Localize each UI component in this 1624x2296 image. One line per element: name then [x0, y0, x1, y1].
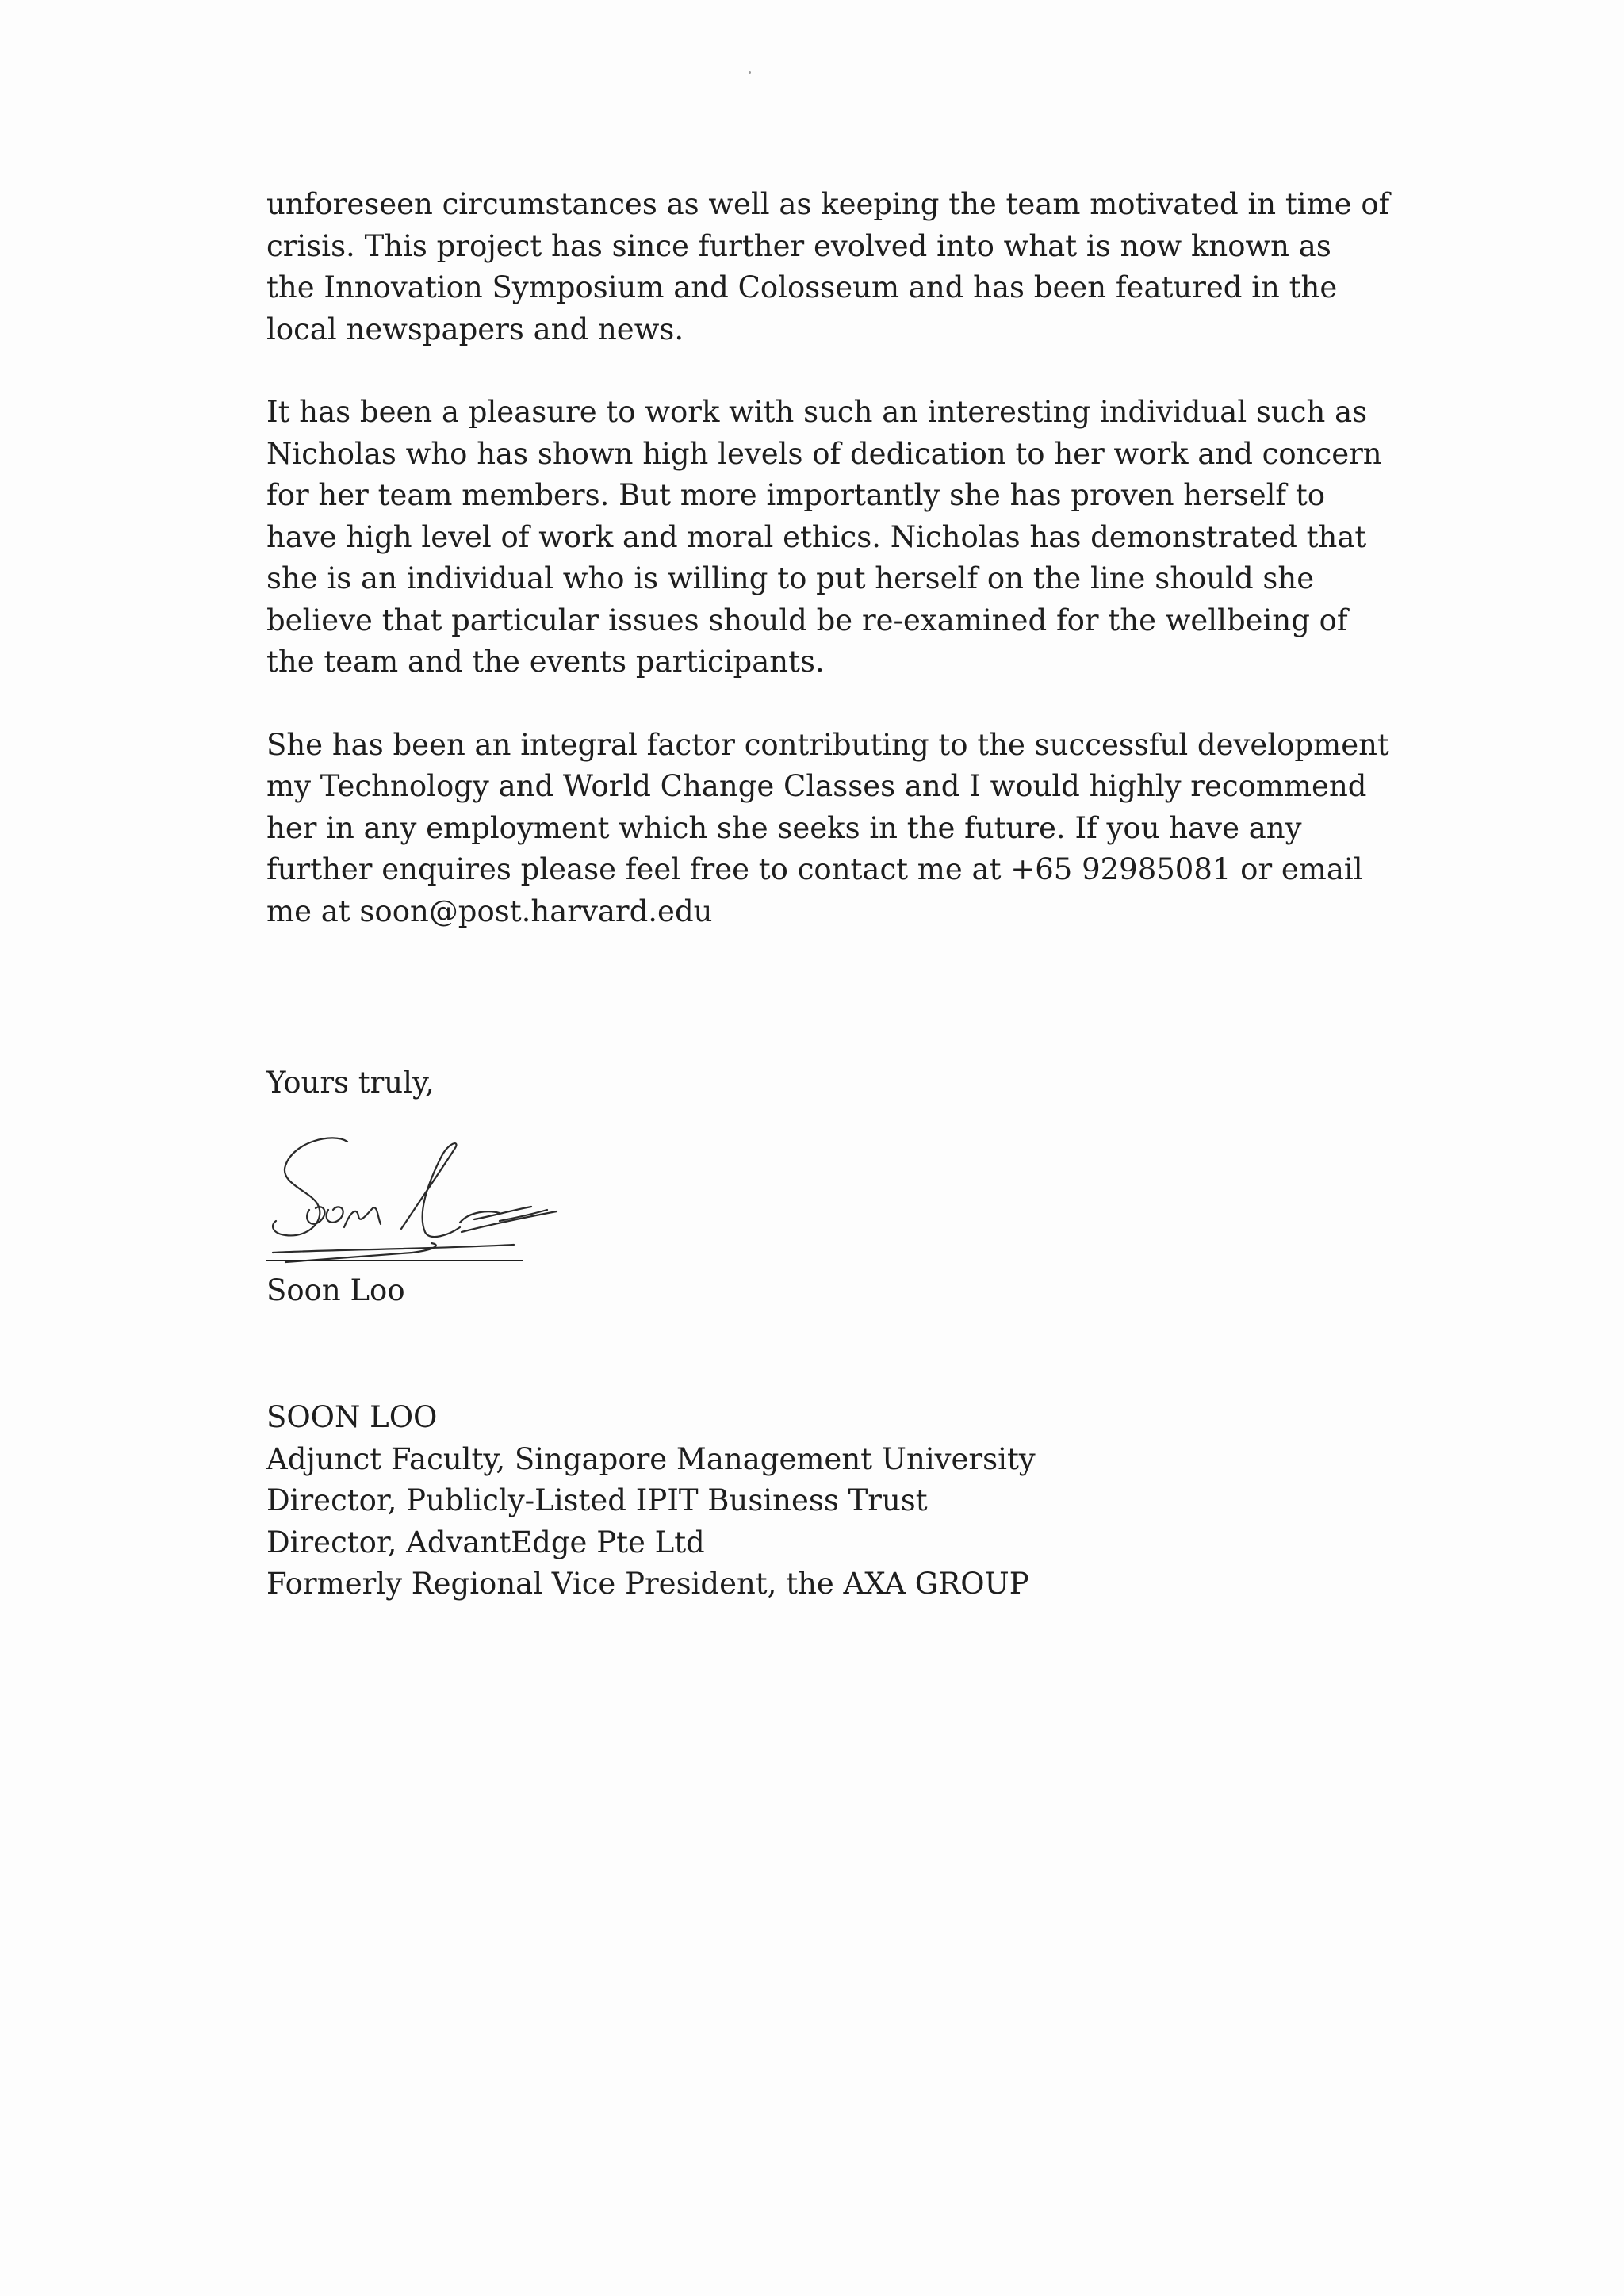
- letter-body: [266, 184, 1440, 974]
- paragraph-project: unforeseen circumstances as well as keeping the team motivated in time of crisis. This project has since further evolved into what is now known as the Innovation Symposium and Colosseum and has been featured in the local newspapers and news.: [266, 187, 1390, 346]
- credential-line: Director, Publicly-Listed IPIT Business Trust: [266, 1483, 928, 1517]
- credential-line: Formerly Regional Vice President, the AXA GROUP: [266, 1567, 1029, 1601]
- closing-salutation: Yours truly,: [266, 1066, 435, 1100]
- signer-credentials: [266, 1397, 1036, 1605]
- signature-name: Soon Loo: [266, 1273, 405, 1307]
- handwritten-signature: [262, 1134, 642, 1272]
- credential-line: Adjunct Faculty, Singapore Management University: [266, 1441, 1036, 1476]
- paper-speck: [749, 71, 751, 74]
- paragraph-character: It has been a pleasure to work with such an interesting individual such as Nicholas who has shown high levels of dedication to her work and concern for her team members. But more importantly she has proven herself to have high level of work and moral ethics. Nicholas has demonstrated that she is an individual who is willing to put herself on the line should she believe that particular issues should be re-examined for the wellbeing of the team and the events participants.: [266, 395, 1382, 679]
- credential-name: SOON LOO: [266, 1400, 438, 1434]
- credential-line: Director, AdvantEdge Pte Ltd: [266, 1525, 705, 1559]
- paragraph-recommendation: She has been an integral factor contributing to the successful development my Technology and World Change Classes and I would highly recommend her in any employment which she seeks in the future. If you have any further enquires please feel free to contact me at +65 92985081 or email me at soon@post.harvard.edu: [266, 727, 1389, 928]
